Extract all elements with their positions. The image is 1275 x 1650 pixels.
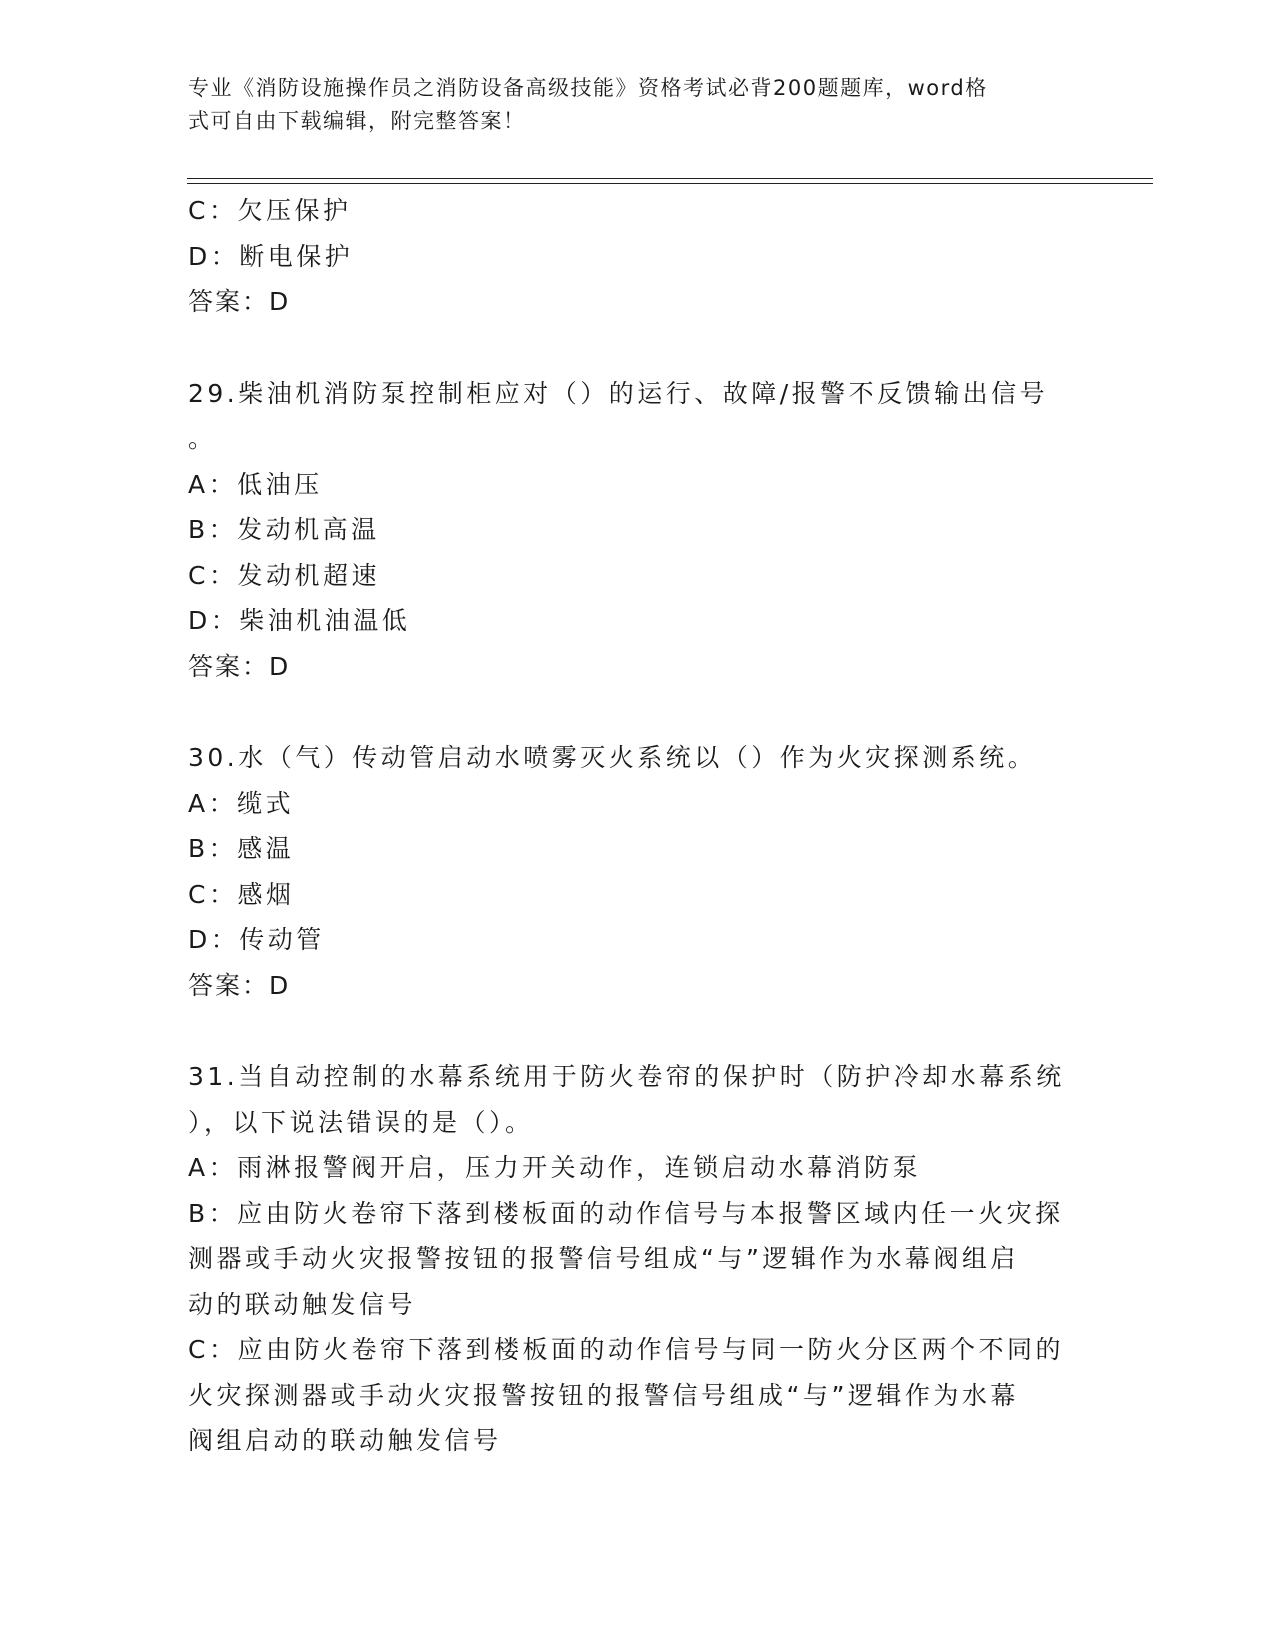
option-b: B：应由防火卷帘下落到楼板面的动作信号与本报警区域内任一火灾探 (188, 1198, 1064, 1228)
option-d: D：柴油机油温低 (188, 606, 411, 635)
header-divider-bottom (187, 183, 1153, 184)
option-b: B：发动机高温 (188, 515, 380, 544)
header-divider-top (187, 178, 1153, 179)
question-29 (188, 371, 1088, 690)
question-28-tail (188, 188, 1088, 325)
option-c: C：发动机超速 (188, 560, 380, 590)
option-c: C：感烟 (188, 879, 295, 909)
question-content (188, 188, 1088, 1464)
option-d: D：断电保护 (188, 241, 354, 271)
header-line-2: 式可自由下载编辑，附完整答案！ (188, 109, 526, 133)
question-stem: 29.柴油机消防泵控制柜应对（）的运行、故障/报警不反馈输出信号 (188, 378, 1049, 408)
option-c: C：欠压保护 (188, 196, 352, 225)
option-b-continued: 测器或手动火灾报警按钮的报警信号组成“与”逻辑作为水幕阀组启 (188, 1244, 1019, 1273)
spacer (188, 1008, 1088, 1054)
spacer (188, 325, 1088, 371)
spacer (188, 689, 1088, 735)
option-b-continued: 动的联动触发信号 (188, 1289, 417, 1319)
answer: 答案：D (188, 970, 291, 1000)
header-line-1: 专业《消防设施操作员之消防设备高级技能》资格考试必背200题题库，word格 (188, 76, 988, 100)
option-c-continued: 阀组启动的联动触发信号 (188, 1426, 502, 1455)
option-b: B：感温 (188, 834, 295, 863)
document-header (188, 72, 1068, 138)
question-stem: 30.水（气）传动管启动水喷雾灭火系统以（）作为火灾探测系统。 (188, 743, 1037, 772)
option-d: D：传动管 (188, 925, 325, 954)
option-a: A：雨淋报警阀开启，压力开关动作，连锁启动水幕消防泵 (188, 1153, 922, 1182)
option-a: A：低油压 (188, 469, 323, 499)
question-30 (188, 735, 1088, 1008)
question-stem-continued: ），以下说法错误的是（）。 (188, 1107, 534, 1137)
option-c: C：应由防火卷帘下落到楼板面的动作信号与同一防火分区两个不同的 (188, 1335, 1064, 1364)
question-31 (188, 1054, 1088, 1464)
question-stem: 31.当自动控制的水幕系统用于防火卷帘的保护时（防护冷却水幕系统 (188, 1062, 1065, 1091)
option-a: A：缆式 (188, 788, 295, 818)
option-c-continued: 火灾探测器或手动火灾报警按钮的报警信号组成“与”逻辑作为水幕 (188, 1380, 1019, 1410)
question-stem-continued: 。 (188, 424, 217, 453)
answer: 答案：D (188, 651, 291, 681)
answer: 答案：D (188, 287, 291, 316)
